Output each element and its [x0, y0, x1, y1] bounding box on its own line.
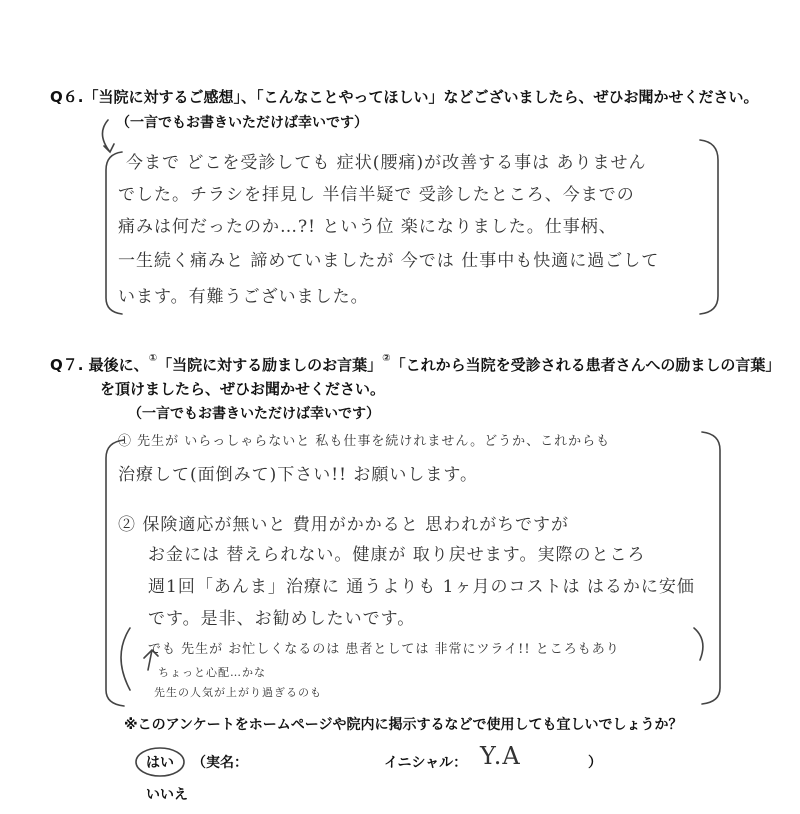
q6-question: Q６.「当院に対するご感想」、「こんなことやってほしい」などございましたら、ぜひお聞かせください。: [50, 88, 759, 106]
q7-right-bracket: [702, 432, 720, 704]
consent-initial-value: Y.A: [480, 742, 521, 770]
consent-name-label: （実名：: [192, 755, 248, 771]
aside-paren-right: [694, 628, 703, 660]
aside-paren: [121, 628, 130, 690]
q7-marker-2: ②: [382, 353, 391, 364]
q7-answer1-line: 治療して(面倒みて)下さい!! お願いします。: [118, 465, 478, 485]
q7-note: （一言でもお書きいただけば幸いです）: [128, 406, 380, 422]
q7-marker-1: ①: [148, 353, 158, 364]
q6-answer-line: でした。チラシを拝見し 半信半疑で 受診したところ、今までの: [118, 185, 635, 205]
consent-initial-label: イニシャル：: [384, 755, 468, 771]
q7-question-prefix: Q７. 最後に、: [50, 356, 149, 374]
q7-aside-line: でも 先生が お忙しくなるのは 患者としては 非常にツライ!! ところもあり: [148, 642, 620, 657]
q7-answer2-line: 週1回「あんま」治療に 通うよりも 1ヶ月のコストは はるかに安価: [148, 577, 695, 597]
q7-question-part2: 「これから当院を受診される患者さんへの励ましの言葉」: [390, 356, 781, 374]
q6-arrow: [102, 120, 114, 152]
q7-aside-line: 先生の人気が上がり過ぎるのも: [154, 686, 322, 699]
q7-answer2-line: ② 保険適応が無いと 費用がかかると 思われがちですが: [118, 515, 570, 535]
consent-no-option[interactable]: いいえ: [146, 787, 188, 803]
q6-note: （一言でもお書きいただけば幸いです）: [116, 115, 368, 131]
q6-right-bracket: [700, 140, 718, 314]
q7-question-line2: を頂けましたら、ぜひお聞かせください。: [100, 380, 386, 398]
q6-answer-line: います。有難うございました。: [118, 287, 369, 307]
q6-answer-line: 痛みは何だったのか…?! という位 楽になりました。仕事柄、: [118, 217, 617, 237]
consent-close-paren: ）: [588, 755, 602, 771]
q7-question-line1: [50, 354, 780, 375]
q7-question-part1: 「当院に対する励ましのお言葉」: [157, 356, 383, 374]
q6-answer-line: 一生続く痛みと 諦めていましたが 今では 仕事中も快適に過ごして: [118, 251, 660, 271]
q6-answer-line: 今まで どこを受診しても 症状(腰痛)が改善する事は ありません: [126, 153, 647, 173]
consent-yes-option[interactable]: はい: [146, 755, 174, 771]
consent-question: ※このアンケートをホームページや院内に掲示するなどで使用しても宜しいでしょうか？: [124, 717, 683, 733]
q7-answer2-line: お金には 替えられない。健康が 取り戻せます。実際のところ: [148, 545, 646, 565]
q7-answer2-line: です。是非、お勧めしたいです。: [148, 609, 416, 629]
q7-aside-line: ちょっと心配…かな: [158, 666, 266, 679]
q7-answer1-line: ① 先生が いらっしゃらないと 私も仕事を続けれません。どうか、これからも: [118, 434, 611, 449]
